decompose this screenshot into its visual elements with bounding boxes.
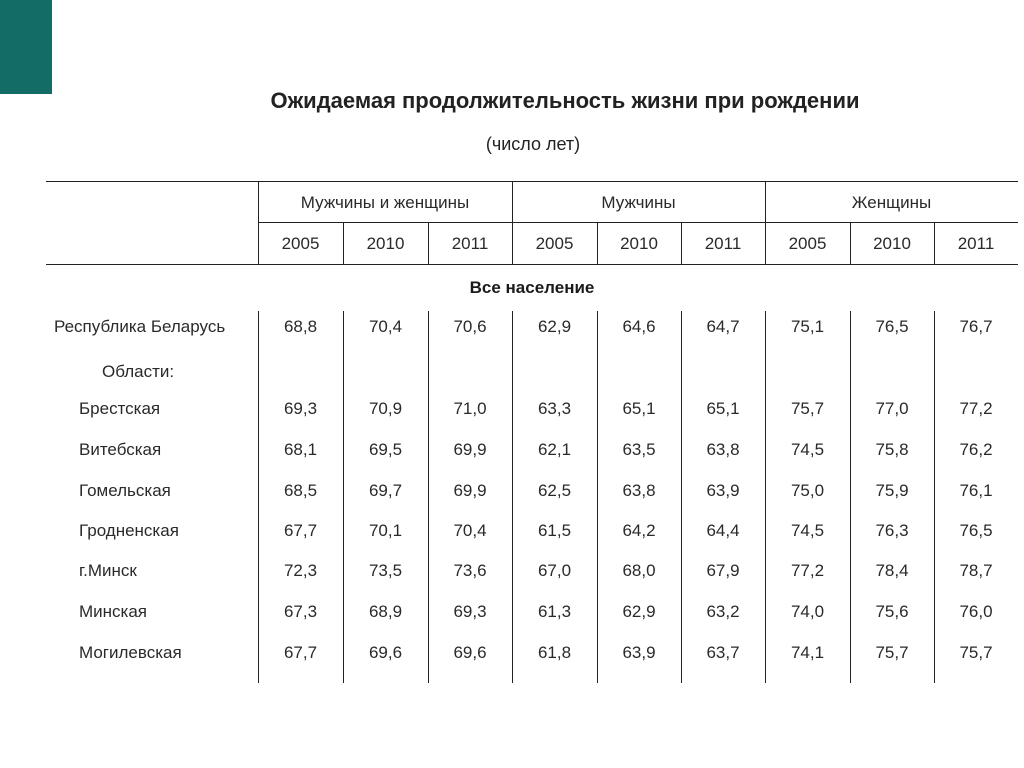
table-cell: 69,9 (453, 440, 487, 459)
table-cell: 76,5 (959, 521, 993, 540)
row-label: Минская (79, 602, 148, 621)
table-cell: 73,5 (368, 561, 403, 580)
table-cell: 64,4 (706, 521, 740, 540)
group-header-both: Мужчины и женщины (300, 193, 470, 212)
year-header: 2005 (281, 234, 320, 253)
table-cell: 69,3 (453, 602, 487, 621)
table-cell: 62,9 (537, 317, 572, 336)
table-cell: 75,7 (875, 643, 909, 662)
year-header: 2010 (873, 234, 911, 253)
table-cell: 65,1 (622, 399, 656, 418)
page-subtitle: (число лет) (485, 134, 581, 154)
table-cell: 75,9 (875, 481, 909, 500)
table-cell: 61,3 (537, 602, 572, 621)
table-cell: 63,9 (622, 643, 656, 662)
table-cell: 75,8 (875, 440, 909, 459)
row-label: Области: (102, 362, 175, 381)
year-header: 2011 (704, 234, 742, 253)
row-label: г.Минск (79, 561, 137, 580)
table-cell: 76,5 (875, 317, 909, 336)
year-header: 2010 (620, 234, 658, 253)
table-cell: 67,0 (537, 561, 572, 580)
section-label: Все население (469, 278, 595, 297)
table-cell: 74,1 (790, 643, 825, 662)
life-expectancy-table (46, 181, 1018, 683)
table-cell: 62,9 (622, 602, 656, 621)
table-cell: 63,9 (706, 481, 740, 500)
table-cell: 68,5 (283, 481, 318, 500)
year-header: 2011 (957, 234, 995, 253)
group-header-men: Мужчины (601, 193, 676, 212)
table-cell: 62,5 (537, 481, 572, 500)
table-cell: 70,9 (368, 399, 403, 418)
year-header: 2005 (535, 234, 574, 253)
table-cell: 67,9 (706, 561, 740, 580)
table-cell: 68,1 (283, 440, 318, 459)
table-cell: 69,5 (368, 440, 403, 459)
table-cell: 69,9 (453, 481, 487, 500)
table-cell: 77,2 (959, 399, 993, 418)
table-cell: 75,7 (790, 399, 825, 418)
table-cell: 63,2 (706, 602, 740, 621)
table-top-border (46, 181, 1018, 182)
row-label: Брестская (79, 399, 161, 418)
table-cell: 63,5 (622, 440, 656, 459)
table-cell: 74,0 (790, 602, 825, 621)
year-header: 2011 (451, 234, 489, 253)
table-cell: 67,7 (283, 521, 318, 540)
table-cell: 70,4 (368, 317, 403, 336)
table-cell: 74,5 (790, 521, 825, 540)
table-cell: 74,5 (790, 440, 825, 459)
row-label: Могилевская (79, 643, 182, 662)
table-cell: 64,2 (622, 521, 656, 540)
table-cell: 61,8 (537, 643, 572, 662)
table-cell: 69,3 (283, 399, 318, 418)
table-cell: 78,7 (959, 561, 993, 580)
table-cell: 67,7 (283, 643, 318, 662)
table-cell: 64,6 (622, 317, 656, 336)
table-cell: 70,6 (453, 317, 487, 336)
table-cell: 63,8 (622, 481, 656, 500)
row-label: Витебская (79, 440, 162, 459)
table-cell: 76,3 (875, 521, 909, 540)
table-cell: 75,6 (875, 602, 909, 621)
corner-shape (0, 0, 52, 94)
table-cell: 76,1 (959, 481, 993, 500)
row-label: Гродненская (79, 521, 179, 540)
group-header-divider (258, 222, 1018, 223)
table-cell: 68,9 (368, 602, 403, 621)
table-cell: 78,4 (875, 561, 909, 580)
page-title: Ожидаемая продолжительность жизни при рождении (270, 88, 860, 113)
group-header-women: Женщины (851, 193, 932, 212)
table-cell: 69,6 (453, 643, 487, 662)
table-cell: 75,7 (959, 643, 993, 662)
row-label: Гомельская (79, 481, 171, 500)
table-cell: 68,0 (622, 561, 656, 580)
year-header: 2010 (366, 234, 405, 253)
table-cell: 75,1 (790, 317, 825, 336)
table-cell: 70,4 (453, 521, 487, 540)
table-cell: 72,3 (283, 561, 318, 580)
year-header: 2005 (788, 234, 827, 253)
row-label: Республика Беларусь (54, 317, 226, 336)
table-cell: 76,0 (959, 602, 993, 621)
table-cell: 76,2 (959, 440, 993, 459)
table-cell: 69,6 (368, 643, 403, 662)
table-cell: 73,6 (453, 561, 487, 580)
table-cell: 63,8 (706, 440, 740, 459)
corner-decoration (0, 0, 52, 94)
table-cell: 64,7 (706, 317, 740, 336)
table-cell: 65,1 (706, 399, 740, 418)
table-cell: 69,7 (368, 481, 403, 500)
table-cell: 62,1 (537, 440, 572, 459)
table-cell: 75,0 (790, 481, 825, 500)
table-cell: 77,2 (790, 561, 825, 580)
table-cell: 77,0 (875, 399, 909, 418)
table-cell: 67,3 (283, 602, 318, 621)
table-cell: 68,8 (283, 317, 318, 336)
table-cell: 70,1 (368, 521, 403, 540)
table-cell: 63,7 (706, 643, 740, 662)
table-cell: 63,3 (537, 399, 572, 418)
header-bottom-border (46, 264, 1018, 265)
table-cell: 76,7 (959, 317, 993, 336)
table-cell: 71,0 (453, 399, 487, 418)
table-cell: 61,5 (537, 521, 572, 540)
